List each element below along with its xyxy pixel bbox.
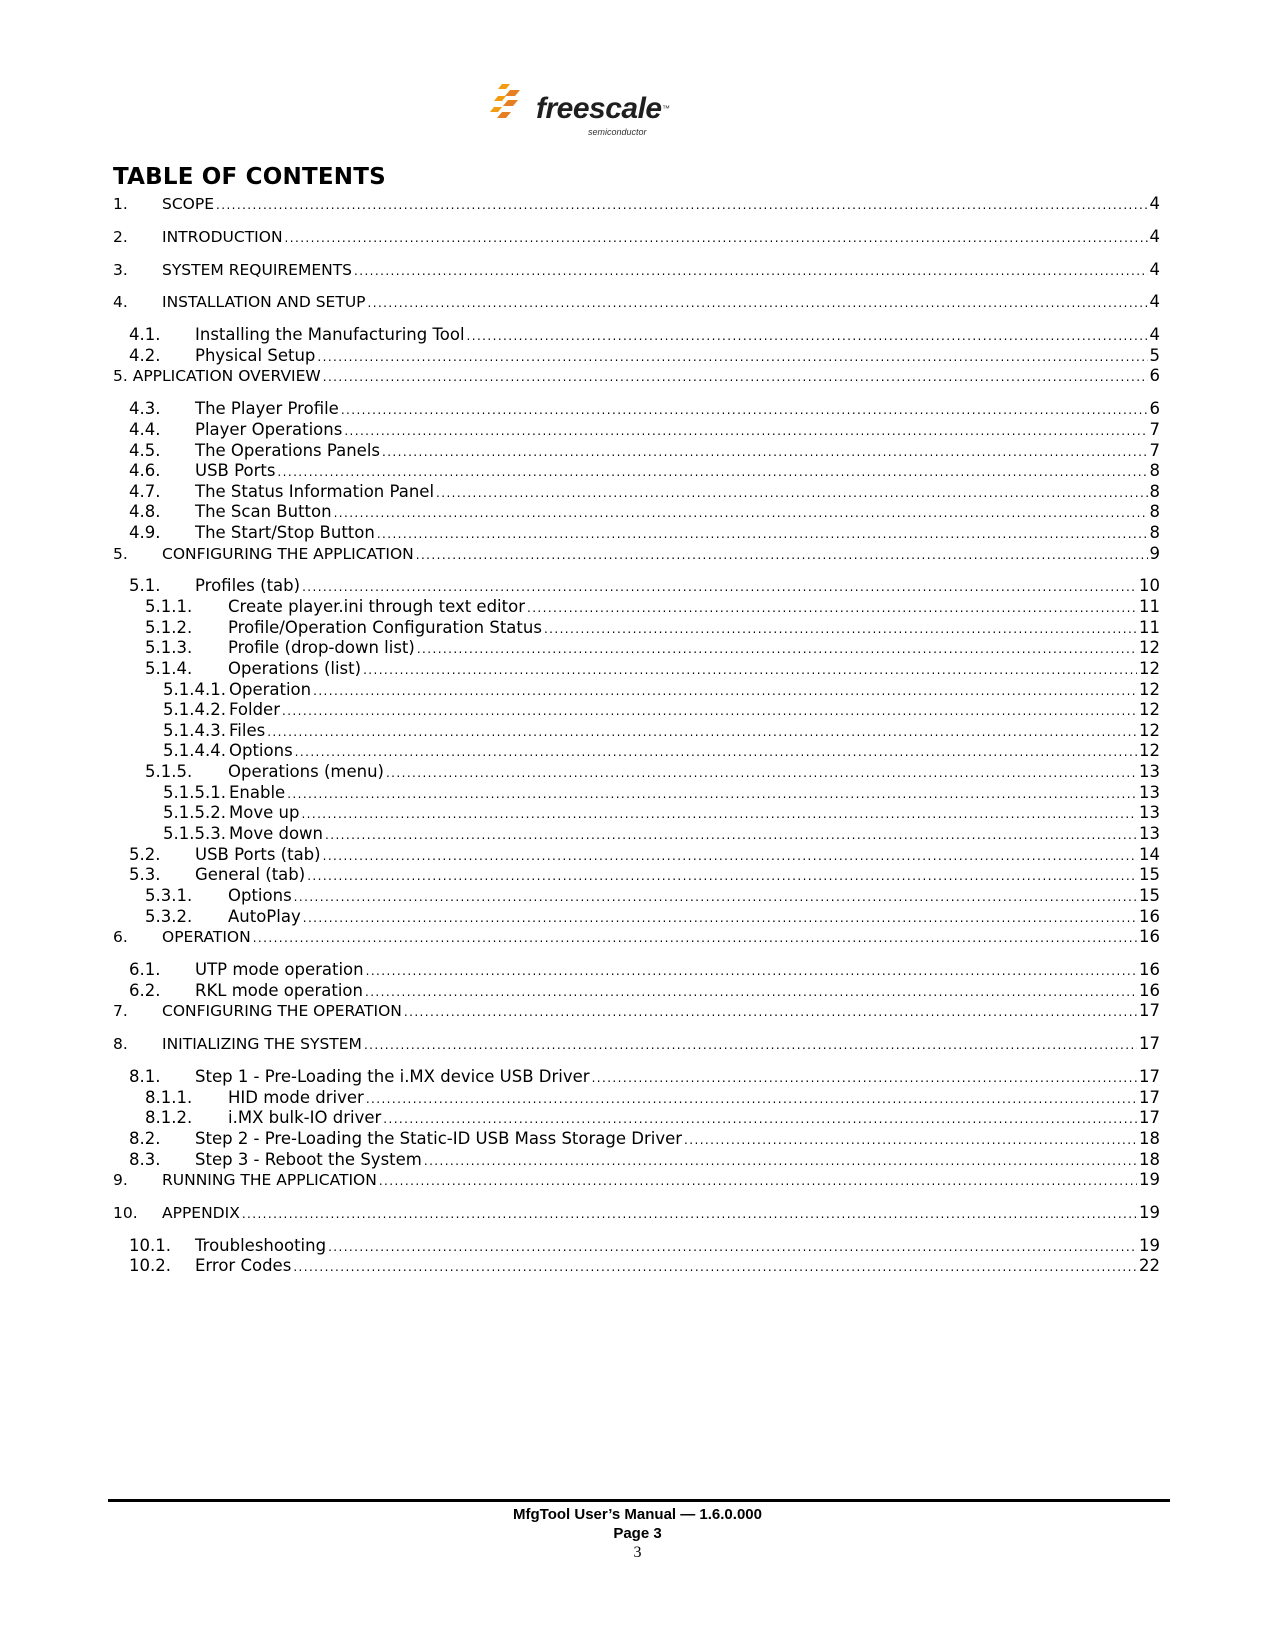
toc-entry[interactable] [113,440,1160,462]
toc-entry-page: 13 [1139,824,1160,843]
toc-entry[interactable] [113,1000,1160,1022]
toc-entry[interactable] [113,885,1160,907]
toc-entry-page: 6 [1149,366,1160,385]
toc-entry-label: USB Ports (tab) [195,845,321,864]
toc-dot-leader [592,1067,1137,1089]
toc-entry-number: 4.9. [129,523,161,542]
toc-entry-page: 15 [1139,865,1160,884]
toc-entry[interactable] [113,1107,1160,1129]
toc-entry-label: Player Operations [195,420,343,439]
toc-dot-leader [364,1034,1137,1056]
footer-page-label: Page 3 [613,1525,662,1542]
toc-entry-number: 4.8. [129,502,161,521]
toc-entry-label: 5. APPLICATION OVERVIEW [113,367,321,385]
freescale-flame-icon [488,82,534,128]
toc-entry-label: AutoPlay [228,907,301,926]
toc-entry-number: 5.1.5.1. [163,783,226,802]
toc-entry-label: Step 1 - Pre-Loading the i.MX device USB Driver [195,1067,590,1086]
toc-dot-leader [323,366,1148,388]
toc-entry-label: SYSTEM REQUIREMENTS [162,261,353,279]
toc-entry-page: 17 [1139,1067,1160,1086]
toc-entry-label: UTP mode operation [195,960,364,979]
toc-entry[interactable] [113,501,1160,523]
toc-entry[interactable] [113,679,1160,701]
toc-entry-label: Operations (menu) [228,762,384,781]
toc-entry-label: Create player.ini through text editor [228,597,525,616]
toc-entry-number: 5.1.5.2. [163,803,226,822]
toc-entry-page: 16 [1139,960,1160,979]
toc-dot-leader [307,865,1137,887]
toc-entry-number: 5.1.2. [145,618,193,637]
toc-entry-number: 9. [113,1171,128,1189]
toc-entry-page: 19 [1139,1203,1160,1222]
toc-entry-number: 10.1. [129,1236,171,1255]
toc-entry-page: 16 [1139,907,1160,926]
toc-entry-number: 4. [113,293,128,311]
toc-entry-number: 5.1.4.3. [163,721,226,740]
toc-entry-label: Error Codes [195,1256,292,1275]
toc-entry-number: 5.3.1. [145,886,193,905]
toc-entry[interactable] [113,419,1160,441]
toc-entry-number: 4.1. [129,325,161,344]
toc-entry-page: 12 [1139,659,1160,678]
toc-entry-number: 7. [113,1002,128,1020]
toc-entry[interactable] [113,823,1160,845]
toc-entry[interactable] [113,864,1160,886]
toc-entry-label: Move up [229,803,300,822]
toc-entry-number: 10.2. [129,1256,171,1275]
toc-entry-page: 17 [1139,1108,1160,1127]
toc-dot-leader [363,659,1137,681]
toc-entry[interactable] [113,1149,1160,1171]
toc-dot-leader [242,1203,1137,1225]
toc-entry-page: 8 [1149,523,1160,542]
toc-entry[interactable] [113,345,1160,367]
toc-entry-number: 5.3. [129,865,161,884]
toc-entry-page: 7 [1149,441,1160,460]
toc-dot-leader [416,544,1148,566]
toc-dot-leader [467,325,1148,347]
toc-entry[interactable] [113,1169,1160,1191]
toc-entry-label: General (tab) [195,865,306,884]
toc-entry-label: INTRODUCTION [162,228,283,246]
toc-dot-leader [334,502,1148,524]
toc-entry-label: The Start/Stop Button [195,523,375,542]
toc-entry[interactable] [113,481,1160,503]
toc-entry-page: 5 [1149,346,1160,365]
toc-entry-page: 14 [1139,845,1160,864]
toc-entry[interactable] [113,844,1160,866]
toc-entry-label: CONFIGURING THE OPERATION [162,1002,402,1020]
toc-entry[interactable] [113,906,1160,928]
freescale-logo [488,78,678,144]
logo-wordmark: freescale [536,92,662,125]
toc-entry-number: 3. [113,261,128,279]
toc-entry-page: 4 [1149,227,1160,246]
toc-entry-label: CONFIGURING THE APPLICATION [162,545,414,563]
toc-entry-page: 4 [1149,292,1160,311]
toc-entry-number: 8.3. [129,1150,161,1169]
toc-title: TABLE OF CONTENTS [113,164,386,190]
toc-dot-leader [341,399,1148,421]
toc-entry[interactable] [113,193,1160,215]
toc-entry-number: 4.2. [129,346,161,365]
toc-entry-page: 19 [1139,1236,1160,1255]
toc-entry[interactable] [113,926,1160,948]
toc-entry[interactable] [113,1235,1160,1257]
toc-entry-number: 5.3.2. [145,907,193,926]
toc-entry-page: 13 [1139,762,1160,781]
toc-entry-label: The Scan Button [195,502,332,521]
toc-dot-leader [344,420,1147,442]
toc-entry-label: Files [229,721,266,740]
toc-entry-number: 6. [113,928,128,946]
toc-entry-label: HID mode driver [228,1088,364,1107]
toc-entry[interactable] [113,1202,1160,1224]
toc-entry[interactable] [113,460,1160,482]
toc-entry-label: The Status Information Panel [195,482,435,501]
toc-entry-number: 5.2. [129,845,161,864]
toc-entry[interactable] [113,1033,1160,1055]
toc-entry-page: 11 [1139,618,1160,637]
toc-entry-label: The Player Profile [195,399,339,418]
logo-trademark: ™ [662,104,670,113]
toc-dot-leader [325,824,1137,846]
toc-entry[interactable] [113,324,1160,346]
toc-entry-page: 8 [1149,461,1160,480]
toc-entry-label: Options [229,741,293,760]
toc-entry-number: 5.1.5. [145,762,193,781]
toc-entry-number: 5.1.1. [145,597,193,616]
toc-entry[interactable] [113,522,1160,544]
toc-entry-number: 5. [113,545,128,563]
toc-entry[interactable] [113,959,1160,981]
toc-entry-label: Step 2 - Pre-Loading the Static-ID USB Mass Storage Driver [195,1129,683,1148]
toc-entry-number: 4.4. [129,420,161,439]
toc-entry-label: INSTALLATION AND SETUP [162,293,366,311]
toc-dot-leader [294,886,1137,908]
toc-entry[interactable] [113,259,1160,281]
toc-entry[interactable] [113,617,1160,639]
toc-entry-page: 8 [1149,502,1160,521]
toc-entry-label: Step 3 - Reboot the System [195,1150,422,1169]
toc-dot-leader [379,1170,1137,1192]
toc-dot-leader [216,194,1147,216]
toc-entry-page: 12 [1139,680,1160,699]
toc-entry-label: Troubleshooting [195,1236,327,1255]
toc-entry[interactable] [113,637,1160,659]
toc-entry-page: 15 [1139,886,1160,905]
toc-entry[interactable] [113,740,1160,762]
toc-entry-number: 4.6. [129,461,161,480]
toc-entry-page: 13 [1139,803,1160,822]
toc-entry-number: 4.7. [129,482,161,501]
toc-entry-page: 8 [1149,482,1160,501]
toc-entry[interactable] [113,575,1160,597]
toc-entry-number: 8.1. [129,1067,161,1086]
toc-entry-label: USB Ports [195,461,276,480]
toc-entry[interactable] [113,658,1160,680]
toc-entry-number: 8. [113,1035,128,1053]
toc-entry-page: 17 [1139,1034,1160,1053]
toc-entry-page: 16 [1139,927,1160,946]
logo-subtitle: semiconductor [588,127,647,137]
toc-entry-page: 12 [1139,741,1160,760]
toc-dot-leader [301,803,1137,825]
toc-entry-number: 8.1.1. [145,1088,193,1107]
toc-entry-label: Profile (drop-down list) [228,638,415,657]
toc-dot-leader [366,960,1137,982]
toc-entry-label: RKL mode operation [195,981,363,1000]
toc-entry-number: 5.1. [129,576,161,595]
toc-dot-leader [417,638,1137,660]
toc-entry-number: 5.1.4.1. [163,680,226,699]
toc-dot-leader [293,1256,1137,1278]
toc-entry-number: 6.1. [129,960,161,979]
toc-entry-label: INITIALIZING THE SYSTEM [162,1035,362,1053]
toc-entry-number: 8.2. [129,1129,161,1148]
toc-dot-leader [354,260,1147,282]
toc-entry-page: 12 [1139,721,1160,740]
toc-entry-page: 7 [1149,420,1160,439]
toc-entry-page: 4 [1149,260,1160,279]
toc-entry-page: 11 [1139,597,1160,616]
toc-entry-label: SCOPE [162,195,215,213]
toc-entry-number: 5.1.4.4. [163,741,226,760]
toc-dot-leader [527,597,1137,619]
toc-entry[interactable] [113,226,1160,248]
toc-entry[interactable] [113,761,1160,783]
toc-entry-page: 16 [1139,981,1160,1000]
toc-entry-number: 5.1.4.2. [163,700,226,719]
toc-entry[interactable] [113,291,1160,313]
toc-entry-label: Installing the Manufacturing Tool [195,325,465,344]
toc-entry-label: Enable [229,783,286,802]
toc-entry[interactable] [113,398,1160,420]
toc-entry-label: Options [228,886,292,905]
toc-entry-label: Profile/Operation Configuration Status [228,618,542,637]
toc-entry-label: Profiles (tab) [195,576,301,595]
toc-entry[interactable] [113,1128,1160,1150]
toc-entry-page: 10 [1139,576,1160,595]
toc-entry-page: 4 [1149,325,1160,344]
toc-entry-page: 18 [1139,1129,1160,1148]
toc-entry-number: 4.5. [129,441,161,460]
toc-entry-label: Folder [229,700,280,719]
footer-page-number: 3 [633,1544,642,1561]
toc-entry-page: 13 [1139,783,1160,802]
toc-entry[interactable] [113,782,1160,804]
toc-dot-leader [253,927,1137,949]
toc-entry-label: Move down [229,824,324,843]
toc-dot-leader [285,227,1148,249]
toc-dot-leader [295,741,1137,763]
toc-entry-label: The Operations Panels [195,441,380,460]
toc-entry[interactable] [113,596,1160,618]
toc-entry-number: 8.1.2. [145,1108,193,1127]
toc-dot-leader [302,576,1137,598]
toc-dot-leader [383,1108,1137,1130]
toc-entry-page: 6 [1149,399,1160,418]
toc-entry-label: Physical Setup [195,346,316,365]
toc-dot-leader [282,700,1137,722]
toc-entry[interactable] [113,543,1160,565]
toc-entry[interactable] [113,980,1160,1002]
toc-entry-page: 22 [1139,1256,1160,1275]
toc-entry-number: 5.1.3. [145,638,193,657]
toc-entry[interactable] [113,802,1160,824]
toc-entry[interactable] [113,1255,1160,1277]
toc-dot-leader [277,461,1147,483]
toc-entry-number: 5.1.5.3. [163,824,226,843]
toc-entry-page: 17 [1139,1088,1160,1107]
toc-entry-number: 10. [113,1204,138,1222]
toc-entry-label: OPERATION [162,928,251,946]
toc-entry-number: 1. [113,195,128,213]
toc-dot-leader [368,292,1148,314]
toc-entry-number: 6.2. [129,981,161,1000]
toc-dot-leader [404,1001,1137,1023]
toc-entry-page: 4 [1149,194,1160,213]
toc-entry-label: i.MX bulk-IO driver [228,1108,382,1127]
toc-dot-leader [386,762,1137,784]
toc-entry-number: 5.1.4. [145,659,193,678]
toc-entry-label: Operations (list) [228,659,362,678]
toc-entry[interactable] [113,365,1160,387]
toc-entry-label: RUNNING THE APPLICATION [162,1171,377,1189]
toc-entry-page: 9 [1149,544,1160,563]
toc-entry-label: APPENDIX [162,1204,240,1222]
toc-entry[interactable] [113,699,1160,721]
toc-entry[interactable] [113,720,1160,742]
toc-dot-leader [684,1129,1137,1151]
toc-entry-number: 2. [113,228,128,246]
toc-entry[interactable] [113,1066,1160,1088]
toc-entry-page: 19 [1139,1170,1160,1189]
toc-entry-page: 17 [1139,1001,1160,1020]
toc-entry-page: 12 [1139,638,1160,657]
toc-entry-page: 12 [1139,700,1160,719]
toc-entry-page: 18 [1139,1150,1160,1169]
toc-entry-number: 4.3. [129,399,161,418]
footer-title: MfgTool User’s Manual — 1.6.0.000 [513,1506,762,1523]
footer-divider [108,1499,1170,1502]
toc-dot-leader [377,523,1148,545]
toc-entry-label: Operation [229,680,312,699]
toc-entry[interactable] [113,1087,1160,1109]
